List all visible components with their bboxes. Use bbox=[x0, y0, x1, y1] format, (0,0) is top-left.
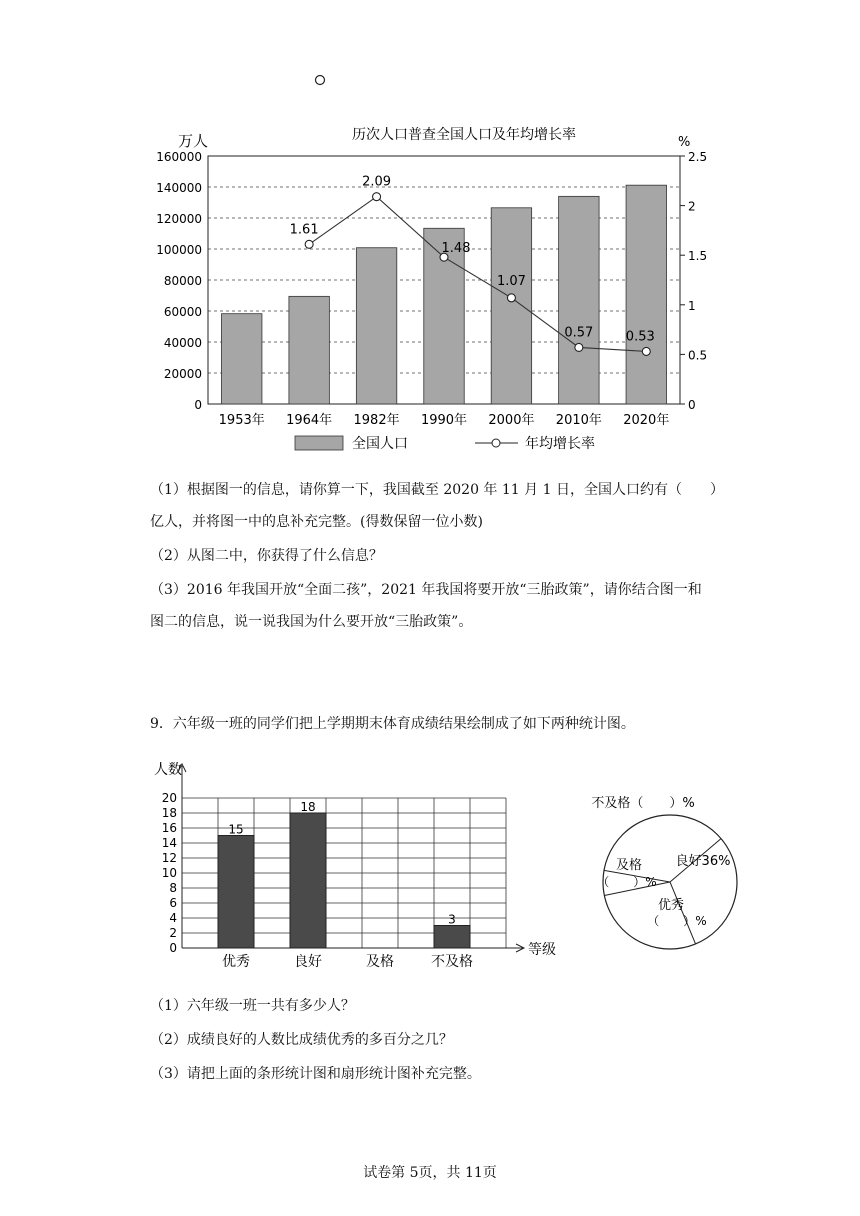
chart1-right-tick-label: 0.5 bbox=[688, 348, 708, 363]
chart1-category-label: 1990年 bbox=[420, 413, 468, 428]
chart1-growth-rate-label: 1.61 bbox=[289, 222, 319, 238]
chart2-tick-label: 8 bbox=[169, 881, 177, 895]
chart1-right-tick-label: 1 bbox=[688, 298, 696, 313]
chart1-right-tick-label: 1.5 bbox=[688, 249, 708, 264]
chart1-population-bar bbox=[559, 196, 599, 404]
pie-label-good: 良好36% bbox=[675, 854, 731, 869]
page-footer: 试卷第 5页，共 11页 bbox=[363, 1165, 497, 1181]
q9-part2: （2）成绩良好的人数比成绩优秀的多百分之几？ bbox=[150, 1032, 453, 1048]
chart2-tick-label: 2 bbox=[169, 926, 177, 940]
chart2-bar-value-label: 15 bbox=[228, 822, 244, 837]
chart2-category-label: 优秀 bbox=[222, 954, 250, 970]
q8-part3-line1: （3）2016 年我国开放“全面二孩”，2021 年我国将要开放“三胎政策”，请你结合图一和 bbox=[150, 582, 702, 598]
chart1-category-label: 1982年 bbox=[353, 413, 400, 428]
chart2-x-axis-label: 等级 bbox=[528, 942, 556, 958]
chart1-population-bar bbox=[221, 314, 261, 404]
chart2-category-label: 及格 bbox=[366, 954, 394, 970]
chart2-bar-value-label: 18 bbox=[300, 800, 316, 814]
chart1-title: 历次人口普查全国人口及年均增长率 bbox=[352, 127, 576, 143]
chart1-right-tick-label: 2 bbox=[688, 199, 696, 214]
pie-label-excellent: 优秀 bbox=[657, 898, 685, 913]
q8-part2: （2）从图二中，你获得了什么信息？ bbox=[150, 548, 383, 564]
chart1-growth-rate-point bbox=[642, 347, 650, 355]
chart1-legend-line-marker bbox=[492, 439, 500, 447]
chart1-growth-rate-point bbox=[575, 343, 583, 351]
chart1-left-tick-label: 20000 bbox=[163, 367, 202, 381]
chart2-bar bbox=[218, 836, 254, 949]
chart2-tick-label: 14 bbox=[161, 836, 177, 850]
stray-circle-mark bbox=[312, 72, 328, 88]
chart1-legend-line-label: 年均增长率 bbox=[525, 436, 595, 452]
chart2-category-label: 不及格 bbox=[431, 954, 473, 970]
chart1-legend-bar-label: 全国人口 bbox=[352, 436, 408, 452]
chart1-right-axis-unit: % bbox=[678, 135, 691, 150]
chart1-left-tick-label: 100000 bbox=[156, 243, 202, 257]
chart1-category-label: 1953年 bbox=[218, 413, 265, 428]
chart2-tick-label: 12 bbox=[161, 851, 177, 865]
q8-part3-line2: 图二的信息，说一说我国为什么要开放“三胎政策”。 bbox=[150, 614, 473, 630]
chart1-growth-rate-label: 2.09 bbox=[362, 174, 392, 190]
chart2-y-axis-label: 人数 bbox=[154, 762, 182, 778]
chart1-population-bar bbox=[626, 185, 666, 404]
chart2-tick-label: 20 bbox=[161, 791, 177, 805]
chart1-left-tick-label: 120000 bbox=[156, 212, 202, 226]
chart2-bar bbox=[290, 813, 326, 948]
chart2-bar bbox=[434, 926, 470, 949]
chart1-growth-rate-label: 0.57 bbox=[564, 325, 594, 341]
chart2-tick-label: 4 bbox=[169, 911, 177, 925]
q9-part1: （1）六年级一班一共有多少人？ bbox=[150, 998, 355, 1014]
chart1-category-label: 2020年 bbox=[623, 413, 670, 428]
pie-label-pass-blank: （ ）% bbox=[597, 875, 657, 889]
chart1-growth-rate-point bbox=[507, 294, 515, 302]
chart1-population-bar bbox=[491, 208, 531, 404]
chart1-growth-rate-label: 0.53 bbox=[625, 329, 655, 345]
pie-label-excellent-blank: （ ）% bbox=[647, 914, 707, 928]
grade-pie-chart bbox=[585, 785, 755, 955]
chart1-population-bar bbox=[356, 248, 396, 404]
grade-bar-chart bbox=[140, 754, 580, 979]
chart1-left-tick-label: 60000 bbox=[163, 305, 202, 319]
chart2-bar-value-label: 3 bbox=[448, 912, 456, 927]
chart1-legend-bar-swatch bbox=[295, 436, 343, 450]
chart2-tick-label: 6 bbox=[169, 896, 177, 910]
chart1-right-tick-label: 2.5 bbox=[688, 150, 708, 164]
chart1-left-axis-unit: 万人 bbox=[178, 132, 209, 150]
chart1-left-tick-label: 40000 bbox=[163, 336, 202, 350]
chart1-growth-rate-point bbox=[305, 240, 313, 248]
chart1-growth-rate-point bbox=[373, 193, 381, 201]
chart1-population-bar bbox=[289, 296, 329, 404]
chart1-category-label: 2010年 bbox=[555, 413, 602, 428]
population-chart bbox=[150, 118, 720, 458]
chart1-growth-rate-label: 1.48 bbox=[441, 241, 471, 257]
q9-title: 9．六年级一班的同学们把上学期期末体育成绩结果绘制成了如下两种统计图。 bbox=[150, 716, 635, 732]
chart1-growth-rate-label: 1.07 bbox=[496, 273, 526, 289]
chart2-tick-label: 18 bbox=[161, 806, 177, 820]
chart1-category-label: 2000年 bbox=[488, 413, 535, 428]
chart2-category-label: 良好 bbox=[294, 954, 322, 970]
chart2-tick-label: 0 bbox=[169, 941, 177, 955]
chart1-left-tick-label: 160000 bbox=[156, 150, 202, 164]
chart1-left-tick-label: 80000 bbox=[163, 274, 202, 288]
chart2-tick-label: 10 bbox=[161, 866, 177, 880]
chart1-category-label: 1964年 bbox=[286, 413, 333, 428]
chart2-tick-label: 16 bbox=[161, 821, 177, 835]
pie-label-pass: 及格 bbox=[615, 858, 643, 873]
chart1-left-tick-label: 140000 bbox=[156, 181, 202, 195]
pie-label-fail: 不及格（ ）% bbox=[591, 796, 695, 811]
q8-part1-line2: 亿人，并将图一中的息补充完整。(得数保留一位小数) bbox=[150, 514, 483, 530]
q9-part3: （3）请把上面的条形统计图和扇形统计图补充完整。 bbox=[150, 1066, 481, 1082]
q8-part1-line1: （1）根据图一的信息，请你算一下，我国截至 2020 年 11 月 1 日，全国人口约有（ ） bbox=[150, 482, 724, 498]
chart1-left-tick-label: 0 bbox=[194, 398, 202, 412]
chart1-right-tick-label: 0 bbox=[688, 398, 696, 412]
